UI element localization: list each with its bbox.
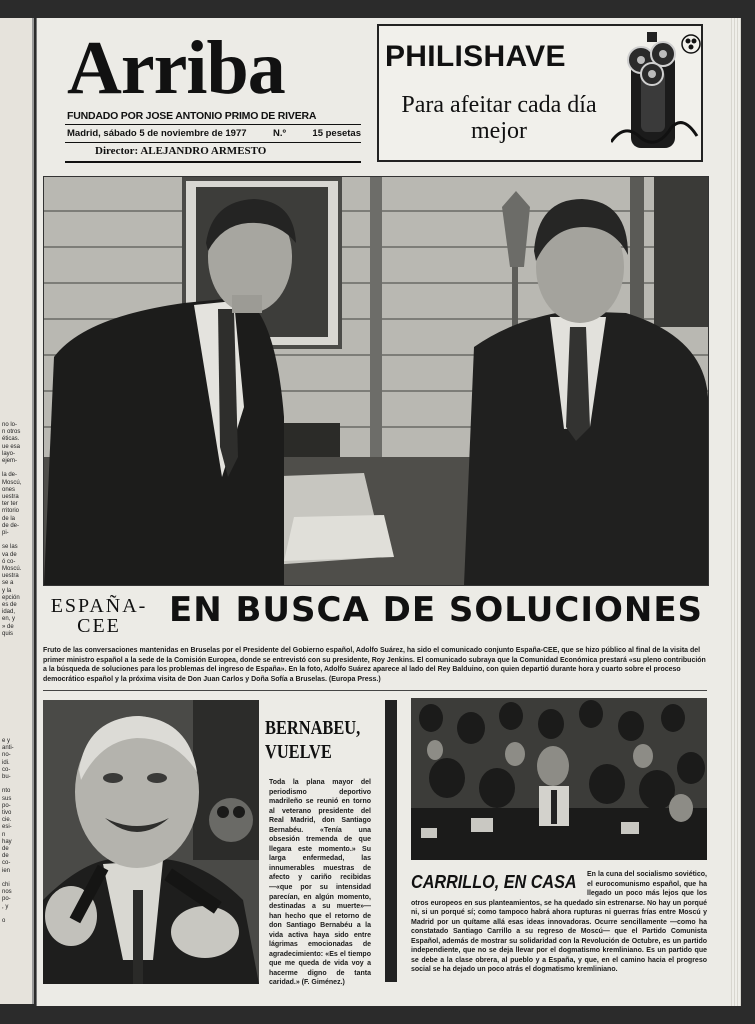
director-line [95,145,266,157]
page-stack-edge [731,18,741,1006]
lead-photo-suarez-balduino [43,176,709,586]
advert-slogan: Para afeitar cada día mejor [401,92,597,144]
photo-carrillo-crowd [411,698,707,860]
dateline [67,128,361,139]
previous-page-text-bottom: e y anti- no- idi. co- bu- nto sus po- tivo cie. esi- n hay de de co- ien chi nos po- , y o [2,738,14,925]
carrillo-body-text: En la cuna del socialismo soviético, el eurocomunismo español, que ha llegado un poco más lejos que los otros europeos en sus planteamientos, se ha quedado sin estrenarse. No hay un porqué ni, si un porqué sí; como tampoco habrá ahora rupturas ni guerras frías entre Moscú y Madrid por un quítame allá esas ideas innovadoras. Ocurre sencillamente —como ha constatado Santiago Carrillo a su regreso de Moscú— que el Partido Comunista Español, además de mostrar su solidaridad con la Revolución de Octubre, es un partido independiente, que no se deja llevar por el dogmatismo kremliniano. Es un partido que se debe a la clase obrera, al pueblo y a España, y que, en el camino hacia el progreso social se ha dejado un poco atrás el dogmatismo kremliniano. [411,871,707,973]
lead-headline: EN BUSCA DE SOLUCIONES [169,590,704,630]
issue-price: 15 pesetas [312,128,361,139]
advert-brand: PHILISHAVE [385,40,566,73]
kicker-line-2: CEE [77,615,121,637]
director-name: ALEJANDRO ARMESTO [140,145,267,157]
issue-date: Madrid, sábado 5 de noviembre de 1977 [67,128,247,139]
carrillo-headline: CARRILLO, EN CASA [411,872,577,892]
lead-kicker [43,596,155,636]
section-rule [43,690,707,691]
column-divider [385,700,397,982]
masthead-rule [65,161,361,163]
director-label: Director: [95,145,139,157]
founder-line: FUNDADO POR JOSE ANTONIO PRIMO DE RIVERA [67,110,317,122]
photo-bernabeu [43,700,259,984]
shaver-illustration [611,30,701,156]
masthead-rule [65,124,361,125]
carrillo-body [411,870,707,975]
previous-page-text-top: no lo- n otros éticas. ue esa layo- ejem- la de- Moscú, ones uestra ter ter rritorio de la de de- pi- se las va de ó co- Moscú. uestra se a y la epción es de idad, en, y » de quis [2,422,22,637]
philishave-advert [377,24,703,162]
newspaper-front-page [36,18,741,1006]
kicker-line-1: ESPAÑA- [50,595,148,617]
masthead-rule [65,142,361,143]
masthead [65,22,363,170]
bernabeu-headline: BERNABEU, VUELVE [265,717,361,763]
issue-number-label: N.º [272,128,286,139]
bernabeu-body: Toda la plana mayor del periodismo deportivo madrileño se reunió en torno al veterano presidente del Real Madrid, don Santiago Bernabéu. «Tenía una obsesión tremenda de que llegara este momento.» Su larga enfermedad, las innumerables muestras de afecto y cariño recibidas —«que por su intensidad parecían, en algún momento, destinadas a su muerte»— han hecho que el retorno de don Santiago Bernabéu a la vida activa haya sido entre lágrimas emocionadas de agradecimiento: «Es el tiempo que me queda de vida voy a hacerme digno de tanta caridad.» (F. Giménez.) [269,779,371,987]
lead-caption: Fruto de las conversaciones mantenidas en Bruselas por el Presidente del Gobierno español, Adolfo Suárez, ha sido el comunicado conjunto España-CEE, que se hizo público al final de la visita del primer ministro español a la sede de la Comisión Europea, donde se entrevistó con su presidente, Roy Jenkins. El comunicado subraya que la Comunidad Económica prestará «su pleno contribución a la búsqueda de soluciones para los problemas del ingreso de España». En la foto, Adolfo Suárez aparece al lado del Rey Balduino, con quien departió durante hora y cuarto sobre el proceso democrático español y la próxima visita de Don Juan Carlos y Doña Sofía a Bruselas. (Europa Press.) [43,647,706,683]
previous-page-edge [0,18,34,1004]
newspaper-title: Arriba [67,26,285,110]
